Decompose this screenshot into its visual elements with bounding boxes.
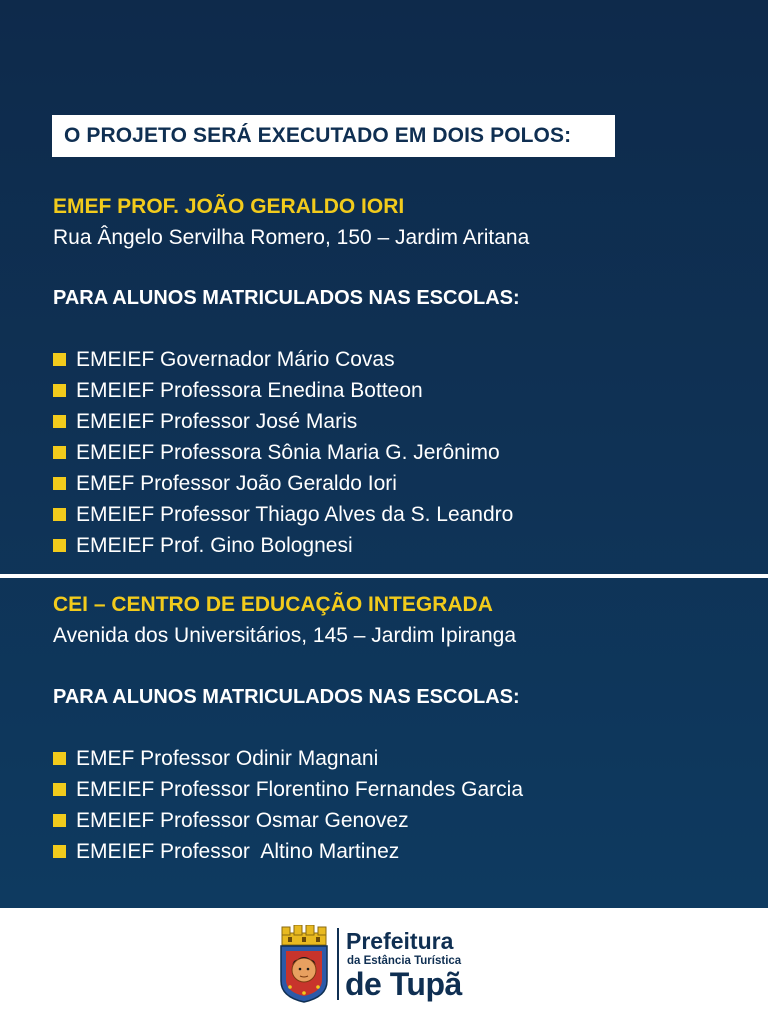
square-bullet-icon bbox=[53, 477, 66, 490]
school-name: EMEF Professor Odinir Magnani bbox=[76, 746, 379, 770]
school-name: EMEIEF Prof. Gino Bolognesi bbox=[76, 533, 353, 557]
polo1-school-list bbox=[53, 344, 513, 561]
logo-divider bbox=[337, 928, 339, 1000]
school-name: EMEIEF Professor Florentino Fernandes Garcia bbox=[76, 777, 524, 801]
square-bullet-icon bbox=[53, 415, 66, 428]
polo2-subheading: PARA ALUNOS MATRICULADOS NAS ESCOLAS: bbox=[53, 686, 520, 708]
logo-text-estancia: da Estância Turística bbox=[347, 955, 462, 967]
square-bullet-icon bbox=[53, 539, 66, 552]
logo-text-tupa: de Tupã bbox=[345, 966, 462, 1002]
square-bullet-icon bbox=[53, 845, 66, 858]
heading-box bbox=[52, 115, 615, 157]
school-name: EMEIEF Professora Enedina Botteon bbox=[76, 378, 423, 402]
square-bullet-icon bbox=[53, 508, 66, 521]
section-divider bbox=[0, 574, 768, 578]
logo-text-prefeitura: Prefeitura bbox=[346, 928, 454, 954]
school-name: EMEIEF Professor Thiago Alves da S. Leandro bbox=[76, 502, 514, 526]
square-bullet-icon bbox=[53, 353, 66, 366]
school-name: EMEIEF Professor Altino Martinez bbox=[76, 839, 400, 863]
list-item bbox=[53, 406, 513, 437]
polo1-name: EMEF PROF. JOÃO GERALDO IORI bbox=[53, 195, 405, 218]
list-item bbox=[53, 774, 523, 805]
school-name: EMEIEF Professor Osmar Genovez bbox=[76, 808, 409, 832]
page-title: O PROJETO SERÁ EXECUTADO EM DOIS POLOS: bbox=[64, 124, 572, 147]
list-item bbox=[53, 499, 513, 530]
list-item bbox=[53, 805, 523, 836]
square-bullet-icon bbox=[53, 783, 66, 796]
school-name: EMEIEF Professora Sônia Maria G. Jerônimo bbox=[76, 440, 500, 464]
school-name: EMEIEF Governador Mário Covas bbox=[76, 347, 395, 371]
polo1-address: Rua Ângelo Servilha Romero, 150 – Jardim Aritana bbox=[53, 226, 530, 249]
polo1-subheading: PARA ALUNOS MATRICULADOS NAS ESCOLAS: bbox=[53, 287, 520, 309]
square-bullet-icon bbox=[53, 384, 66, 397]
polo2-name: CEI – CENTRO DE EDUCAÇÃO INTEGRADA bbox=[53, 593, 493, 616]
list-item bbox=[53, 468, 513, 499]
list-item bbox=[53, 530, 513, 561]
list-item bbox=[53, 836, 523, 867]
list-item bbox=[53, 437, 513, 468]
square-bullet-icon bbox=[53, 752, 66, 765]
list-item bbox=[53, 743, 523, 774]
school-name: EMEF Professor João Geraldo Iori bbox=[76, 471, 397, 495]
school-name: EMEIEF Professor José Maris bbox=[76, 409, 358, 433]
square-bullet-icon bbox=[53, 446, 66, 459]
list-item bbox=[53, 375, 513, 406]
city-crest-icon bbox=[278, 925, 330, 1003]
polo2-address: Avenida dos Universitários, 145 – Jardim Ipiranga bbox=[53, 624, 517, 647]
square-bullet-icon bbox=[53, 814, 66, 827]
list-item bbox=[53, 344, 513, 375]
polo2-school-list bbox=[53, 743, 523, 867]
